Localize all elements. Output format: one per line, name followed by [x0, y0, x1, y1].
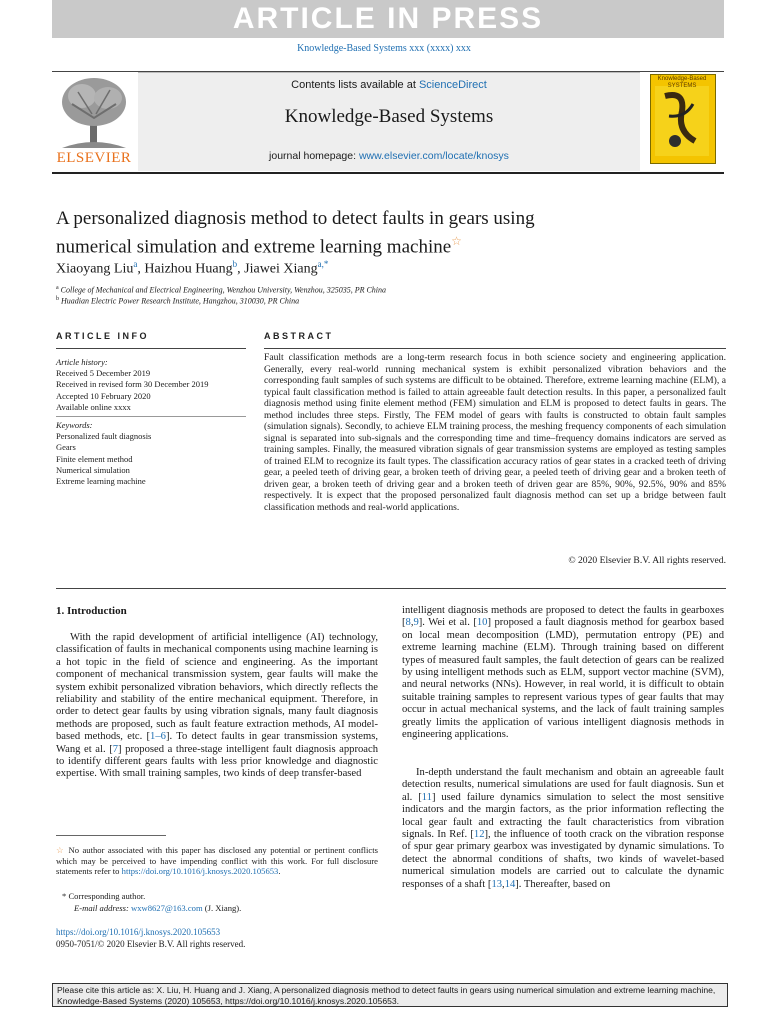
intro-text: ] proposed a three-stage intelligent fault diagnosis approach to identify different gears faults with less prior knowledge and diagnostic expertise. With small training samples, two kinds of deep transfer-based [56, 743, 378, 780]
citation-link[interactable]: 8 [405, 617, 411, 629]
citation-box [52, 983, 728, 1007]
title-line-1: A personalized diagnosis method to detect faults in gears using [56, 208, 535, 229]
footnote-email [74, 903, 378, 914]
author-email-link[interactable]: wxw8627@163.com [130, 903, 203, 913]
keyword: Numerical simulation [56, 464, 130, 475]
citation-link[interactable]: 13 [491, 878, 503, 890]
citation-link[interactable]: 12 [473, 829, 485, 841]
corresponding-mark: * [62, 891, 67, 901]
citation-link[interactable]: 1–6 [150, 731, 166, 743]
corresponding-text: Corresponding author. [68, 891, 146, 901]
intro-text: ] used failure dynamics simulation to select the most sensitive indicators and the margin factors, as the prior information reflecting the local gear fault and extracting the fault characteristics from vibration signals. In Ref. [ [402, 791, 724, 841]
abstract-heading: ABSTRACT [264, 331, 334, 341]
citation-line-1: Please cite this article as: X. Liu, H. Huang and J. Xiang, A personalized diagnosis method to detect faults in gears using numerical simulation and extreme learning machine, [57, 985, 716, 995]
journal-homepage-link[interactable]: www.elsevier.com/locate/knosys [358, 150, 509, 162]
abstract-text: Fault classification methods are a long-term research focus in both science society and engineering application. Generally, every real-world running mechanical system is exhibit personalized vibration behaviors and the corresponding fault samples of such systems are difficult to be obtained. Therefore, extreme learning machine (ELM), a typical fault classification method is failed to attain agreeable fault detection results. In this paper, a personalized fault diagnosis method using finite element method (FEM) simulation and ELM is proposed to detect faults in gears. The method includes three steps. Firstly, The FEM model of gears with faults is constructed to obtain fault samples (simulation signals). Secondly, to achieve ELM training process, the meshing frequency components of each simulation signal is separated into sub-signals and the corresponding time and time–frequency domains indicators are served as training samples. Finally, the measured vibration signals of gear transmission systems are employed as testing samples of trained ELM to recognize its fault types. The classification accuracy ratios of gear states in a cracked teeth of driving gear, a peeled teeth of driving gear, a broken teeth of driving gear, a peeled teeth of driving gear and a broken teeth of driven gear, a broken teeth of driving gear and a broken teeth of driven gear are 85%, 90%, 92.5%, 90% and 85% respectively. It is expect that the proposed personalized fault diagnosis method can set up a bridge between fault classification methods and real-world applications. [264, 352, 726, 513]
intro-text: ]. Thereafter, based on [515, 878, 611, 890]
author-affiliation-link[interactable]: b [232, 259, 238, 269]
article-in-press-banner: ARTICLE IN PRESS [52, 0, 724, 38]
keywords [56, 420, 246, 487]
contents-prefix: Contents lists available at [291, 79, 416, 91]
intro-left-paragraph [56, 632, 378, 781]
intro-text: In-depth understand the fault mechanism and obtain an agreeable fault detection results, numerical simulations are used for fault diagnosis. Sun et al. [ [402, 767, 724, 803]
footnote-rule [56, 835, 166, 836]
author-list [56, 259, 328, 278]
affiliation-text: Huadian Electric Power Research Institute, Hangzhou, 310030, PR China [61, 296, 300, 306]
keyword: Finite element method [56, 453, 133, 464]
history-item: Available online xxxx [56, 401, 131, 412]
history-item: Received 5 December 2019 [56, 368, 151, 379]
header-bottom-rule [52, 172, 724, 174]
intro-text: intelligent diagnosis methods are proposed to detect the faults in gearboxes [ [402, 605, 724, 629]
title-footnote-star-icon[interactable]: ☆ [451, 234, 462, 248]
citation-link[interactable]: 9 [413, 617, 419, 629]
article-info-heading: ARTICLE INFO [56, 331, 149, 341]
article-info-rule [56, 348, 246, 349]
disclosure-doi-link[interactable]: https://doi.org/10.1016/j.knosys.2020.105653 [121, 866, 279, 877]
article-history [56, 357, 246, 413]
article-doi-link[interactable]: https://doi.org/10.1016/j.knosys.2020.105653 [56, 927, 221, 937]
intro-text: ]. Wei et al. [ [418, 617, 477, 629]
cover-artwork [655, 86, 709, 156]
keyword: Extreme learning machine [56, 476, 146, 487]
intro-text: With the rapid development of artificial intelligence (AI) technology, classification of faults in mechanical components using machine learning is a hot topic in the field of science and engineering. As the important component of mechanical transmission system, gear faults will make the system exhibit personalized vibration behaviors, which directly reflects the reliability and stability of the entire mechanical equipment. Therefore, in order to detect gear faults by using vibration signals, many fault diagnosis methods are proposed, such as fault feature extraction methods, AI model-based methods, etc. [ [56, 632, 378, 743]
author-separator: , [237, 261, 245, 277]
abstract-copyright: © 2020 Elsevier B.V. All rights reserved. [568, 555, 726, 566]
intro-text: ] proposed a fault diagnosis method for gearbox based on local mean decomposition (LMD), permutation entropy (PE) and extreme learning machine (ELM). Through training based on different types of measured fault samples, the fault detection of gears can be realized by using intelligent methods such as ELM, support vector machine (SVM), and neural networks (NNs). However, in real world, it is difficult to obtain suitable training samples to represent various types of gear faults that may occur in actual mechanical systems, and the lack of fault training samples greatly limits the application of various intelligent diagnosis methods in engineering applications. [402, 617, 725, 741]
section-heading-introduction: 1. Introduction [56, 605, 127, 617]
author-name: Xiaoyang Liu [56, 261, 134, 277]
affiliation-text: College of Mechanical and Electrical Engineering, Wenzhou University, Wenzhou, 325035, PR China [60, 285, 387, 295]
sciencedirect-link[interactable]: ScienceDirect [418, 79, 487, 91]
history-item: Received in revised form 30 December 2019 [56, 379, 209, 390]
footnote-corresponding [62, 891, 378, 902]
citation-link[interactable]: 7 [112, 743, 119, 755]
keyword: Personalized fault diagnosis [56, 431, 152, 442]
intro-text: ], the influence of tooth crack on the vibration response of spur gear primary gearbox was investigated by dynamic simulations. To detect the abnormal conditions of shafts, two kinds of wavelet-based numerical simulation models are carried out to calculate the dynamic responses of a shaft [ [402, 829, 724, 890]
doi-block [56, 927, 378, 950]
elsevier-wordmark: ELSEVIER [56, 150, 132, 166]
citation-link[interactable]: 10 [476, 617, 488, 629]
article-title [56, 207, 676, 258]
affiliation-mark: b [56, 296, 59, 302]
homepage-prefix: journal homepage: [269, 150, 357, 162]
abstract-rule [264, 348, 726, 349]
intro-text: ]. To detect faults in gear transmission systems, Wang et al. [ [56, 731, 378, 755]
history-label: Article history: [56, 357, 108, 367]
title-line-2: numerical simulation and extreme learning machine [56, 236, 452, 258]
author-affiliation-link[interactable]: a,* [317, 259, 329, 269]
history-item: Accepted 10 February 2020 [56, 390, 151, 401]
keywords-label: Keywords: [56, 420, 93, 430]
issn-line: 0950-7051/© 2020 Elsevier B.V. All rights reserved. [56, 938, 246, 949]
author-name: Jiawei Xiang [244, 261, 318, 277]
email-suffix: (J. Xiang). [204, 903, 242, 913]
intro-right-paragraph-2: In-depth understand the fault mechanism and obtain an agreeable fault detection results, numerical simulations are used for fault diagnosis. Sun et al. [11] used failure dynamics simulation to select the most sensitive indicators and the margin factors, as the prior information reflecting the local gear fault and extracting the fault characteristics from vibration signals. In Ref. [12], the influence of tooth crack on the vibration response of spur gear primary gearbox was investigated by dynamic simulations. To detect the abnormal conditions of shafts, two kinds of wavelet-based numerical simulation models are carried out to calculate the dynamic responses of a shaft [13,14]. Thereafter, based on [402, 767, 724, 890]
author-name: Haizhou Huang [144, 261, 233, 277]
abstract-bottom-rule [56, 588, 726, 589]
contents-available-line [138, 79, 640, 91]
affiliation-mark: a [56, 285, 59, 291]
citation-link[interactable]: 14 [504, 878, 516, 890]
footnote-star-icon: ☆ [56, 845, 66, 855]
email-label: E-mail address: [74, 903, 129, 913]
author-affiliation-link[interactable]: a [133, 259, 138, 269]
citation-line-2: Knowledge-Based Systems (2020) 105653, https://doi.org/10.1016/j.knosys.2020.105653. [57, 996, 400, 1006]
keyword: Gears [56, 442, 76, 453]
intro-right-paragraph-1: intelligent diagnosis methods are proposed to detect the faults in gearboxes [8,9]. Wei et al. [10] proposed a fault diagnosis method for gearbox based on local mean decomposition (LMD), permutation entropy (PE) and extreme learning machine (ELM). Through training based on different types of measured fault samples, the fault detection of gears can be realized by using intelligent methods such as ELM, support vector machine (SVM), and neural networks (NNs). However, in real world, it is difficult to obtain suitable training samples to represent various types of gear faults that may occur in actual mechanical systems, and the lack of fault training samples greatly limits the application of various intelligent diagnosis methods in engineering applications. [402, 605, 725, 741]
journal-homepage-line [138, 150, 640, 162]
footnote-text: No author associated with this paper has disclosed any potential or pertinent conflicts which may be perceived to have impending conflict with this work. For full disclosure statements refer to [56, 845, 378, 877]
footnote-star: ☆ No author associated with this paper has disclosed any potential or pertinent conflicts which may be perceived to have impending conflict with this work. For full disclosure statements refer to https://doi.org/10.1016/j.knosys.2020.105653. [56, 845, 378, 877]
author-separator: , [137, 261, 145, 277]
citation-link[interactable]: 11 [421, 791, 432, 803]
affiliation [56, 294, 716, 307]
info-divider [56, 416, 246, 417]
journal-reference-link[interactable]: Knowledge-Based Systems xxx (xxxx) xxx [297, 43, 471, 54]
cover-title: Knowledge-Based SYSTEMS [657, 76, 707, 89]
journal-name: Knowledge-Based Systems [284, 106, 494, 127]
